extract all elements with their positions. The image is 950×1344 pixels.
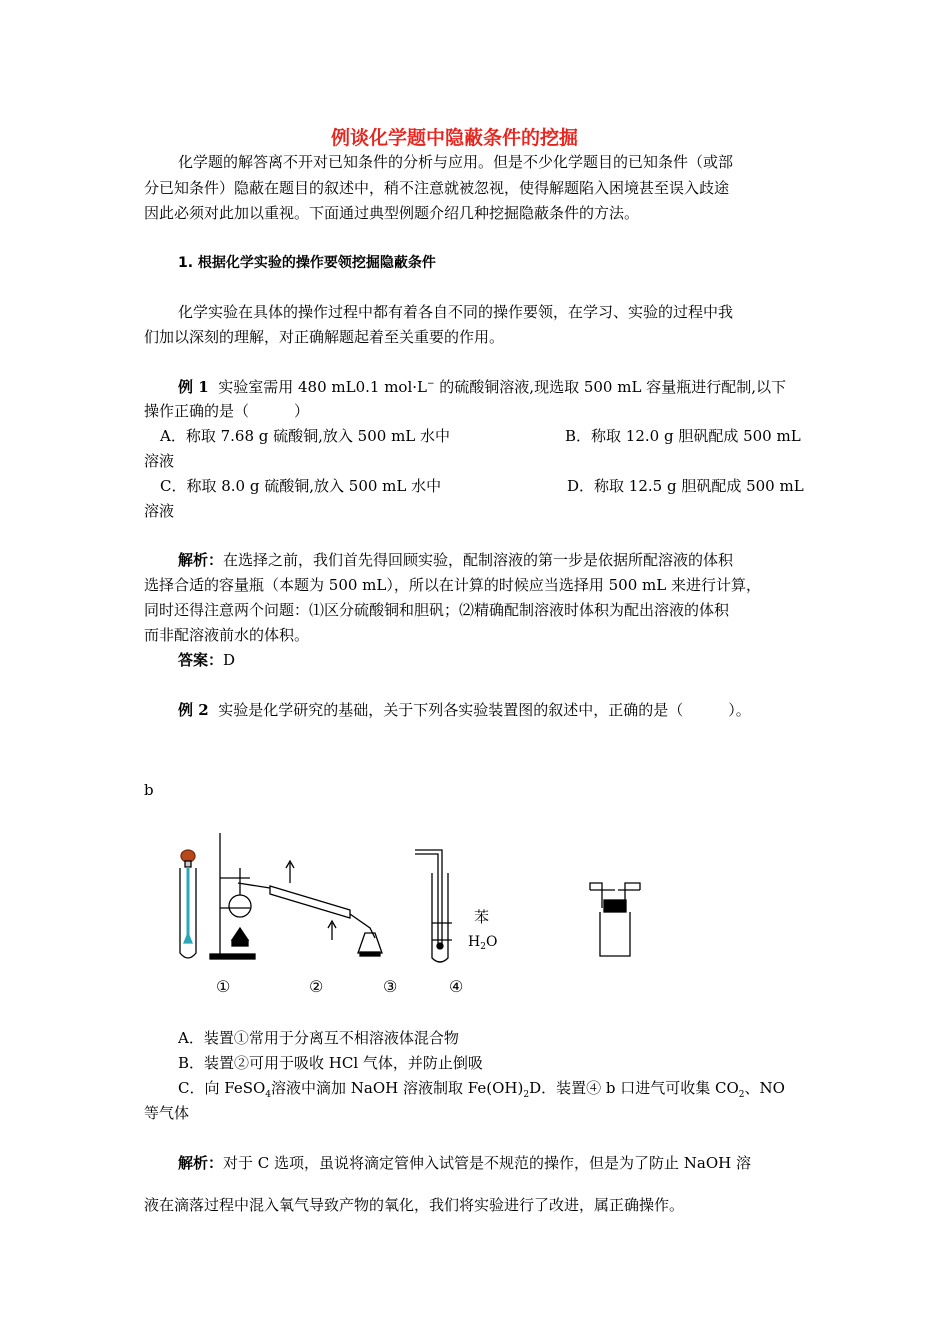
intro-line-1: 化学题的解答离不开对已知条件的分析与应用。但是不少化学题目的已知条件（或部 xyxy=(178,153,734,171)
analysis2-line-2: 液在滴落过程中混入氧气导致产物的氧化，我们将实验进行了改进，属正确操作。 xyxy=(144,1196,685,1214)
figure-label-4: ④ xyxy=(449,977,464,996)
analysis2-line-1 xyxy=(178,1153,751,1173)
answer1 xyxy=(178,650,235,670)
answer1-value: D xyxy=(223,651,236,669)
example2-option-b: B．装置②可用于吸收 HCl 气体，并防止倒吸 xyxy=(178,1054,483,1072)
apparatus-2-distillation xyxy=(210,833,382,959)
option-c-text-b: 溶液中滴加 NaOH 溶液制取 Fe(OH) xyxy=(271,1079,524,1097)
water-label: $H_2O$ xyxy=(468,934,498,952)
apparatus-3-absorption xyxy=(415,850,452,962)
example1-option-b: B．称取 12.0 g 胆矾配成 500 mL xyxy=(565,427,801,445)
option-c-text-a: C．向 FeSO xyxy=(178,1079,266,1097)
analysis1-line-4: 而非配溶液前水的体积。 xyxy=(144,626,310,644)
analysis1-line-3: 同时还得注意两个问题：⑴区分硫酸铜和胆矾；⑵精确配制溶液时体积为配出溶液的体积 xyxy=(144,601,730,619)
analysis1-text-1: 在选择之前，我们首先得回顾实验，配制溶液的第一步是依据所配溶液的体积 xyxy=(223,551,734,569)
figure-b-label: b xyxy=(144,781,154,799)
analysis2-label: 解析： xyxy=(178,1154,224,1172)
intro-line-3: 因此必须对此加以重视。下面通过典型例题介绍几种挖掘隐蔽条件的方法。 xyxy=(144,204,640,222)
analysis1-line-1 xyxy=(178,550,733,570)
page-title: 例谈化学题中隐蔽条件的挖掘 xyxy=(331,127,579,149)
answer1-label: 答案： xyxy=(178,651,224,669)
example2-question xyxy=(178,700,751,720)
option-c-sub-2: 2 xyxy=(523,1090,530,1100)
example1-label: 例 1 xyxy=(178,378,209,396)
example1-line-2: 操作正确的是（ ） xyxy=(144,402,310,420)
example2-option-d-tail: 等气体 xyxy=(144,1104,190,1122)
apparatus-figure xyxy=(170,828,650,968)
example1-sup: − xyxy=(426,379,435,389)
example2-option-c-d xyxy=(178,1078,785,1098)
analysis2-text-1: 对于 C 选项，虽说将滴定管伸入试管是不规范的操作，但是为了防止 NaOH 溶 xyxy=(223,1154,752,1172)
benzene-label: 苯 xyxy=(474,908,490,926)
figure-label-3: ③ xyxy=(383,977,398,996)
analysis1-line-2: 选择合适的容量瓶（本题为 500 mL），所以在计算的时候应当选择用 500 mL 来进行计算， xyxy=(144,576,761,594)
example1-text-a: 实验室需用 480 mL0.1 mol·L xyxy=(218,378,427,396)
example2-text: 实验是化学研究的基础，关于下列各实验装置图的叙述中，正确的是（ ）。 xyxy=(218,701,751,719)
section-heading-1: 1. 根据化学实验的操作要领挖掘隐蔽条件 xyxy=(178,255,436,271)
option-d-sub: 2 xyxy=(738,1090,745,1100)
example1-option-a: A．称取 7.68 g 硫酸铜,放入 500 mL 水中 xyxy=(160,427,451,445)
example1-question xyxy=(178,377,786,397)
example1-option-d: D．称取 12.5 g 胆矾配成 500 mL xyxy=(567,477,804,495)
example1-text-b: 的硫酸铜溶液,现选取 500 mL 容量瓶进行配制,以下 xyxy=(434,378,786,396)
apparatus-1-test-tube xyxy=(180,850,196,958)
figure-label-2: ② xyxy=(309,977,324,996)
example1-option-b-tail: 溶液 xyxy=(144,452,175,470)
option-d-text-b: 、NO xyxy=(744,1079,785,1097)
example2-option-a: A．装置①常用于分离互不相溶液体混合物 xyxy=(178,1029,459,1047)
example2-label: 例 2 xyxy=(178,701,209,719)
analysis1-label: 解析： xyxy=(178,551,224,569)
option-c-sub-1: 4 xyxy=(265,1090,272,1100)
option-d-text-a: D．装置④ b 口进气可收集 CO xyxy=(529,1079,739,1097)
example1-option-c: C．称取 8.0 g 硫酸铜,放入 500 mL 水中 xyxy=(160,477,442,495)
section1-line-2: 们加以深刻的理解，对正确解题起着至关重要的作用。 xyxy=(144,328,505,346)
intro-line-2: 分已知条件）隐蔽在题目的叙述中，稍不注意就被忽视，使得解题陷入困境甚至误入歧途 xyxy=(144,179,730,197)
example1-option-d-tail: 溶液 xyxy=(144,502,175,520)
figure-label-1: ① xyxy=(216,977,231,996)
section1-line-1: 化学实验在具体的操作过程中都有着各自不同的操作要领，在学习、实验的过程中我 xyxy=(178,303,734,321)
apparatus-4-gas-bottle xyxy=(590,883,640,956)
